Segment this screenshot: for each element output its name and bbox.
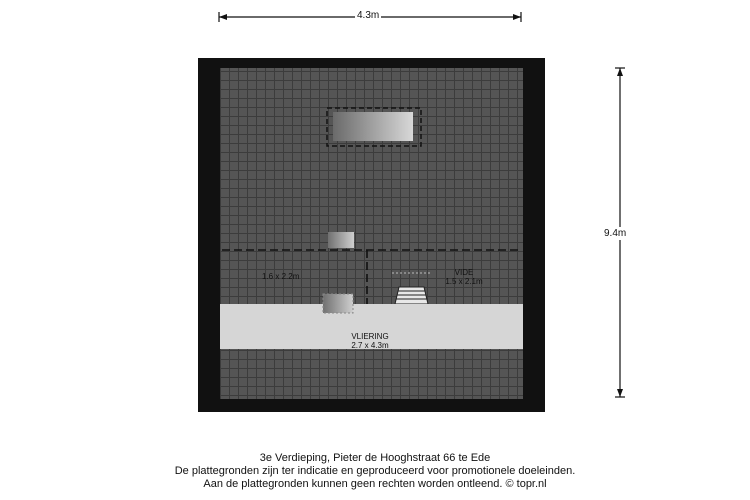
roof-hatch (323, 294, 353, 313)
roof-window-small (328, 232, 354, 248)
caption-rights: Aan de plattegronden kunnen geen rechten worden ontleend. © topr.nl (203, 478, 547, 490)
room-vide-label (432, 268, 496, 286)
room-vide-name: VIDE (454, 268, 474, 277)
room-vliering-size: 2.7 x 4.3m (351, 341, 389, 350)
room-vliering-label (330, 332, 410, 350)
height-label: 9.4m (604, 228, 627, 239)
caption-title: 3e Verdieping, Pieter de Hooghstraat 66 te Ede (259, 452, 491, 464)
room-vliering-name: VLIERING (351, 332, 389, 341)
stairs (395, 287, 428, 304)
room-vide-size: 1.5 x 2.1m (445, 277, 483, 286)
caption-disclaimer: De plattegronden zijn ter indicatie en geproduceerd voor promotionele doeleinden. (174, 465, 576, 477)
room-left-size: 1.6 x 2.2m (262, 272, 300, 281)
width-label: 4.3m (357, 10, 380, 21)
skylight-window (327, 108, 421, 146)
